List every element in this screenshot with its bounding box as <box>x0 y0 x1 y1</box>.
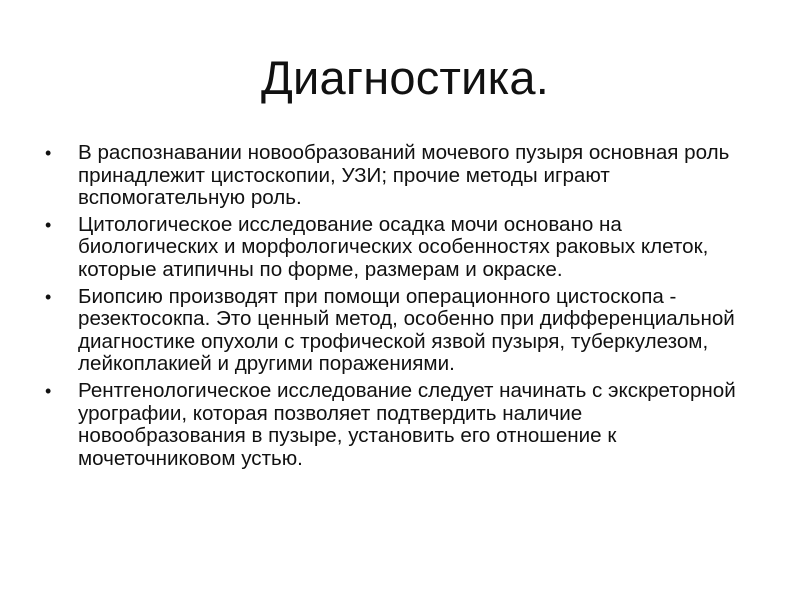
bullet-marker: • <box>45 286 52 307</box>
bullet-marker: • <box>45 380 52 401</box>
bullet-text: Рентгенологическое исследование следует начинать с экскреторной урографии, которая позволяет подтвердить наличие новообразования в пузыре, установить его отношение к мочеточниковом устью. <box>78 378 736 470</box>
bullet-text: В распознавании новообразований мочевого пузыря основная роль принадлежит цистоскопии, УЗИ; прочие методы играют вспомогательную роль. <box>78 141 730 210</box>
bullet-marker: • <box>45 143 52 163</box>
bullet-text: Цитологическое исследование осадка мочи основано на биологических и морфологических особенностях раковых клеток, которые атипичны по форме, размерам и окраске. <box>78 212 709 281</box>
bullet-item-cytology <box>45 214 745 282</box>
slide-title: Диагностика. <box>261 51 549 104</box>
bullet-item-radiology <box>45 380 745 470</box>
bullet-item-biopsy <box>45 286 745 376</box>
bullet-list <box>45 142 745 474</box>
bullet-text: Биопсию производят при помощи операционного цистоскопа - резектосокпа. Это ценный метод, особенно при дифференциальной диагностике опухоли с трофической язвой пузыря, туберкулезом, лейкоплакией и другими поражениями. <box>78 284 735 376</box>
bullet-marker: • <box>45 214 52 235</box>
bullet-item-cystoscopy <box>45 142 745 210</box>
